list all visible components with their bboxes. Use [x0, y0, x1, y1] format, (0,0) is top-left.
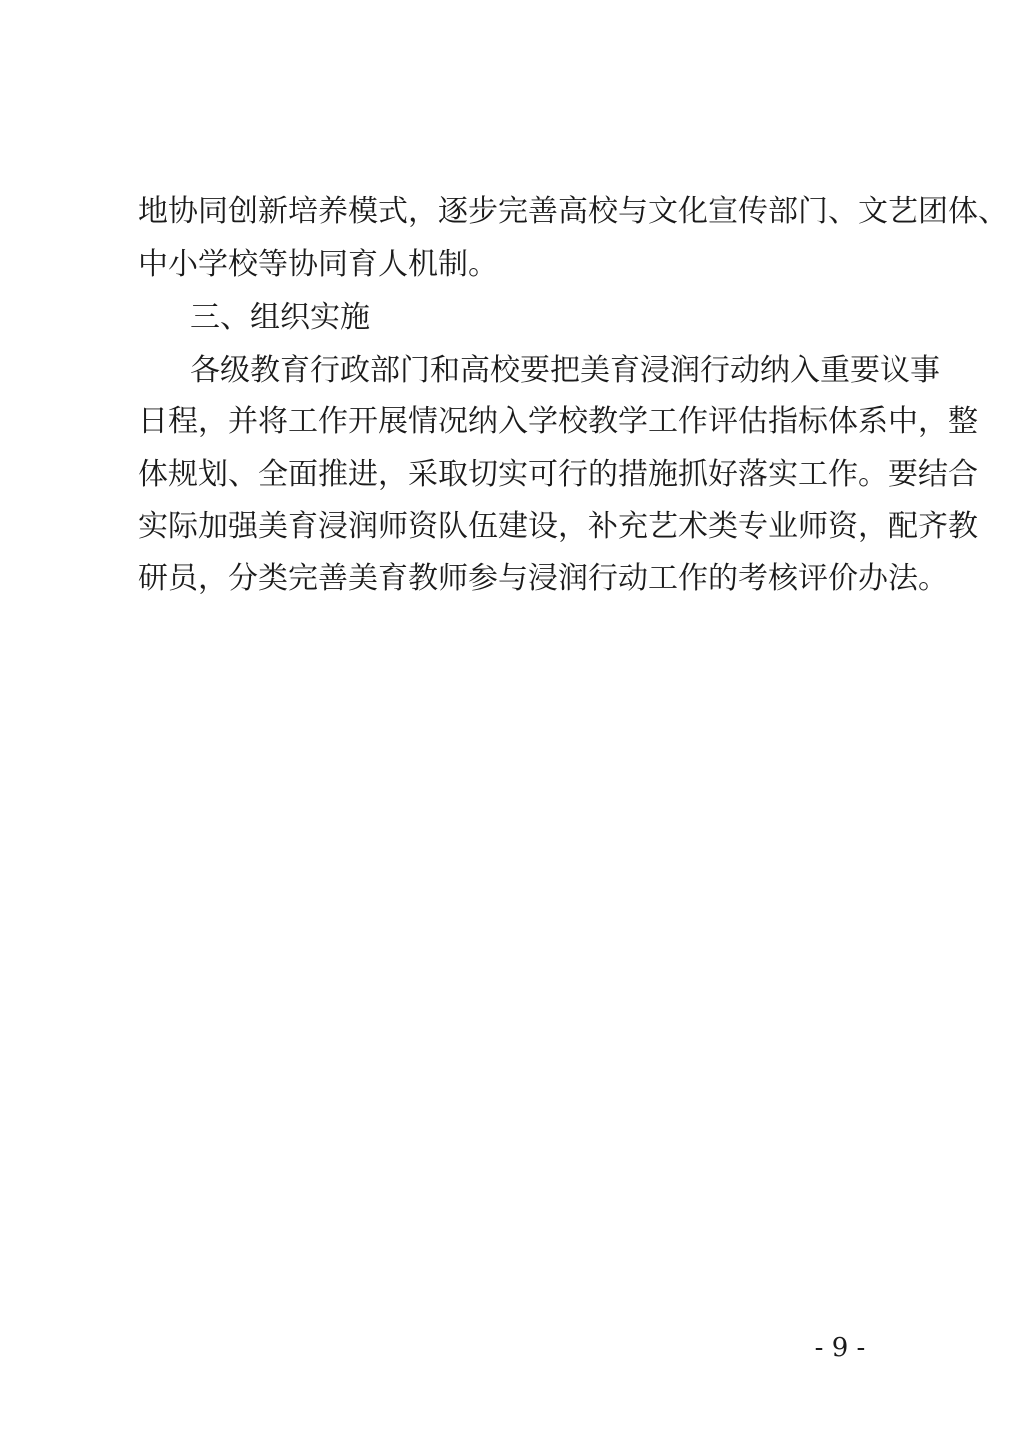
section-heading: 三、组织实施: [190, 300, 370, 335]
page-number: - 9 -: [814, 1333, 866, 1363]
paragraph-line-6: 实际加强美育浸润师资队伍建设，补充艺术类专业师资，配齐教: [138, 509, 978, 544]
paragraph-line-7: 研员，分类完善美育教师参与浸润行动工作的考核评价办法。: [138, 561, 948, 596]
paragraph-line-5: 体规划、全面推进，采取切实可行的措施抓好落实工作。要结合: [138, 457, 978, 492]
paragraph-line-3: 各级教育行政部门和高校要把美育浸润行动纳入重要议事: [190, 353, 940, 388]
paragraph-line-2: 中小学校等协同育人机制。: [138, 247, 498, 282]
paragraph-line-4: 日程，并将工作开展情况纳入学校教学工作评估指标体系中，整: [138, 404, 978, 439]
paragraph-line-1: 地协同创新培养模式，逐步完善高校与文化宣传部门、文艺团体、: [138, 194, 1008, 229]
